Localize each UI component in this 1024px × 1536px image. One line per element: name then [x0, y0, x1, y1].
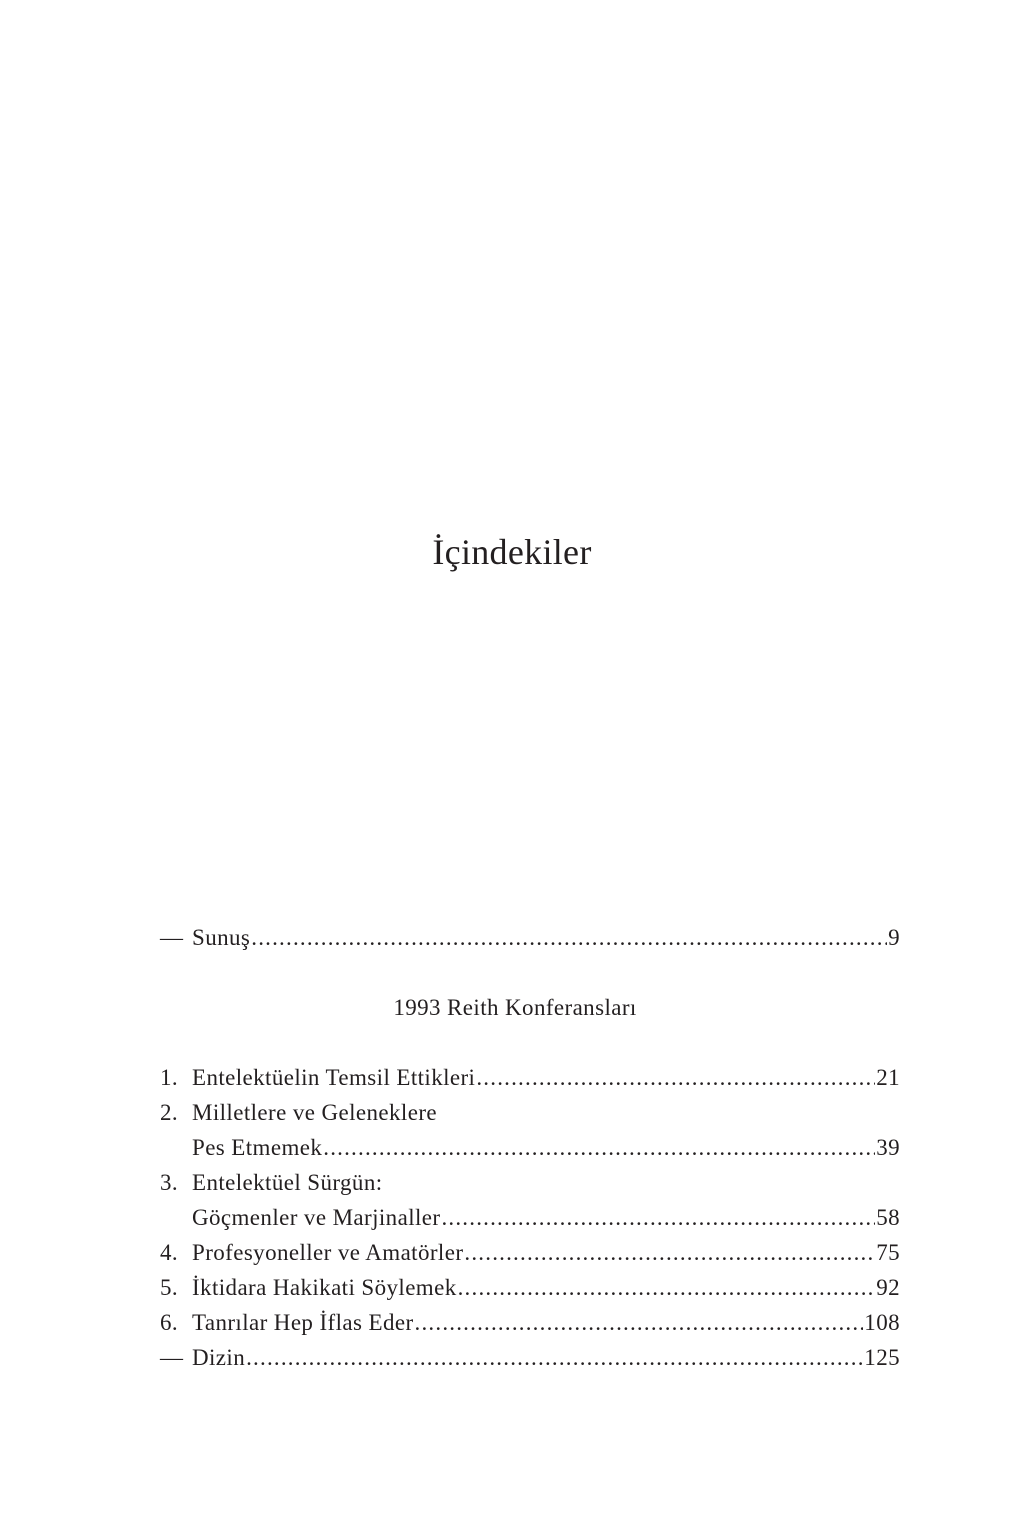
toc-page-number: 9 — [888, 925, 900, 950]
toc-label-continuation: Pes Etmemek — [192, 1135, 323, 1160]
toc-label: Entelektüelin Temsil Ettikleri — [192, 1065, 476, 1090]
toc-marker: 3. — [160, 1170, 179, 1195]
toc-label: Tanrılar Hep İflas Eder — [192, 1310, 414, 1335]
dot-leader — [415, 1305, 864, 1340]
dot-leader — [441, 1200, 875, 1235]
toc-page-number: 75 — [876, 1240, 900, 1265]
toc-label: Sunuş — [192, 925, 251, 950]
toc-page-number: 58 — [876, 1205, 900, 1230]
dot-leader — [246, 1340, 863, 1375]
toc-entry-2-line-1 — [160, 1095, 900, 1130]
toc-label: Profesyoneller ve Amatörler — [192, 1240, 464, 1265]
dot-leader — [464, 1235, 875, 1270]
toc-marker: 2. — [160, 1100, 179, 1125]
dot-leader — [458, 1270, 876, 1305]
toc-entry-6 — [160, 1305, 900, 1340]
toc-marker: 1. — [160, 1065, 179, 1090]
toc-page-number: 21 — [876, 1065, 900, 1090]
toc-marker: — — [160, 1345, 184, 1370]
toc-entry-3-line-1 — [160, 1165, 900, 1200]
toc-entry-3-line-2 — [160, 1200, 900, 1235]
page-title: İçindekiler — [432, 532, 592, 572]
dot-leader — [476, 1060, 875, 1095]
toc-entry-preface — [160, 920, 900, 955]
toc-label: İktidara Hakikati Söylemek — [192, 1275, 457, 1300]
toc-entry-index — [160, 1340, 900, 1375]
toc-marker: — — [160, 925, 184, 950]
toc-page-number: 92 — [876, 1275, 900, 1300]
toc-entry-2-line-2 — [160, 1130, 900, 1165]
section-heading: 1993 Reith Konferansları — [393, 995, 637, 1020]
dot-leader — [323, 1130, 875, 1165]
toc-entry-5 — [160, 1270, 900, 1305]
toc-label: Entelektüel Sürgün: — [192, 1170, 383, 1195]
toc-page-number: 108 — [864, 1310, 900, 1335]
toc-marker: 4. — [160, 1240, 179, 1265]
dot-leader — [251, 920, 887, 955]
toc-label-continuation: Göçmenler ve Marjinaller — [192, 1205, 441, 1230]
toc-entry-1 — [160, 1060, 900, 1095]
toc-label: Dizin — [192, 1345, 246, 1370]
table-of-contents — [160, 920, 900, 1375]
toc-entry-4 — [160, 1235, 900, 1270]
toc-page-number: 125 — [864, 1345, 900, 1370]
toc-page-number: 39 — [876, 1135, 900, 1160]
toc-label: Milletlere ve Geleneklere — [192, 1100, 437, 1125]
toc-marker: 5. — [160, 1275, 179, 1300]
toc-marker: 6. — [160, 1310, 179, 1335]
